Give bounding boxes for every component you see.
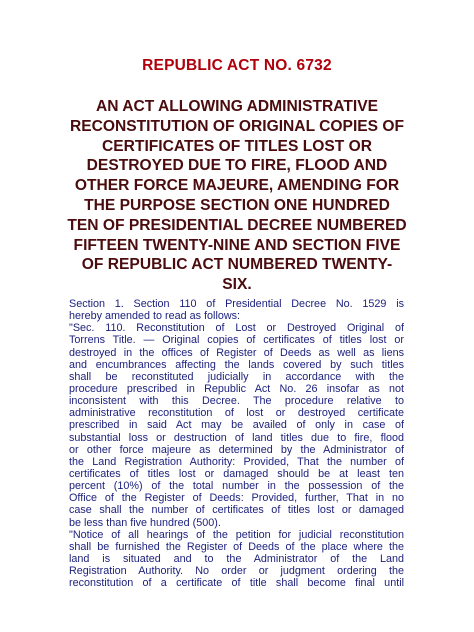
act-title: REPUBLIC ACT NO. 6732 — [142, 57, 332, 74]
body-line: hereby amended to read as follows: — [69, 310, 241, 323]
body-line: shall be reconstituted judicially in accordance with the — [69, 370, 404, 383]
body-line: shall be furnished the Register of Deeds of the place where the — [69, 540, 404, 553]
body-line: land is situated and to the Administrator of the Land — [69, 552, 404, 565]
body-line: substantial loss or destruction of land titles due to fire, flood — [69, 431, 404, 444]
body-line: or other force majeure as determined by the Administrator of — [69, 443, 404, 456]
section-body — [69, 298, 404, 589]
body-line: Registration Authority. No order or judgment ordering the — [69, 565, 404, 578]
body-line: case shall the number of certificates of titles lost or damaged — [69, 504, 404, 517]
heading-line: RECONSTITUTION OF ORIGINAL COPIES OF — [69, 117, 405, 135]
body-line: certificates of titles lost or damaged should be at least ten — [69, 467, 404, 480]
heading-line: THE PURPOSE SECTION ONE HUNDRED — [84, 196, 390, 214]
body-line: Section 1. Section 110 of Presidential Decree No. 1529 is — [69, 298, 404, 310]
body-line: the Land Registration Authority: Provided, That the number of — [69, 455, 404, 468]
body-line: administrative reconstitution of lost or destroyed certificate — [69, 407, 404, 420]
heading-line: AN ACT ALLOWING ADMINISTRATIVE — [95, 98, 379, 115]
body-line: Office of the Register of Deeds: Provided, further, That in no — [69, 492, 404, 505]
body-line: be less than five hundred (500). — [69, 516, 221, 529]
act-heading — [60, 97, 414, 295]
heading-line: OTHER FORCE MAJEURE, AMENDING FOR — [74, 177, 400, 195]
body-line: inconsistent with this Decree. The procedure relative to — [69, 395, 404, 408]
heading-line: SIX. — [222, 276, 252, 294]
body-line: prescribed in said Act may be availed of only in case of — [69, 419, 404, 432]
body-line: percent (10%) of the total number in the possession of the — [69, 480, 404, 493]
heading-line: OF REPUBLIC ACT NUMBERED TWENTY- — [81, 256, 393, 274]
body-line: destroyed in the offices of Register of Deeds as well as liens — [69, 346, 404, 359]
body-line: "Notice of all hearings of the petition for judicial reconstitution — [69, 528, 404, 541]
body-line: reconstitution of a certificate of title shall become final until — [69, 577, 404, 590]
heading-line: FIFTEEN TWENTY-NINE AND SECTION FIVE — [73, 236, 401, 254]
heading-line: DESTROYED DUE TO FIRE, FLOOD AND — [86, 157, 388, 175]
heading-line: CERTIFICATES OF TITLES LOST OR — [102, 137, 372, 155]
heading-line: TEN OF PRESIDENTIAL DECREE NUMBERED — [67, 216, 407, 234]
body-line: "Sec. 110. Reconstitution of Lost or Destroyed Original of — [69, 322, 404, 335]
body-line: and encumbrances affecting the lands covered by such titles — [69, 358, 404, 371]
body-line: procedure prescribed in Republic Act No. 26 insofar as not — [69, 382, 404, 395]
body-line: Torrens Title. — Original copies of certificates of titles lost or — [69, 334, 404, 347]
